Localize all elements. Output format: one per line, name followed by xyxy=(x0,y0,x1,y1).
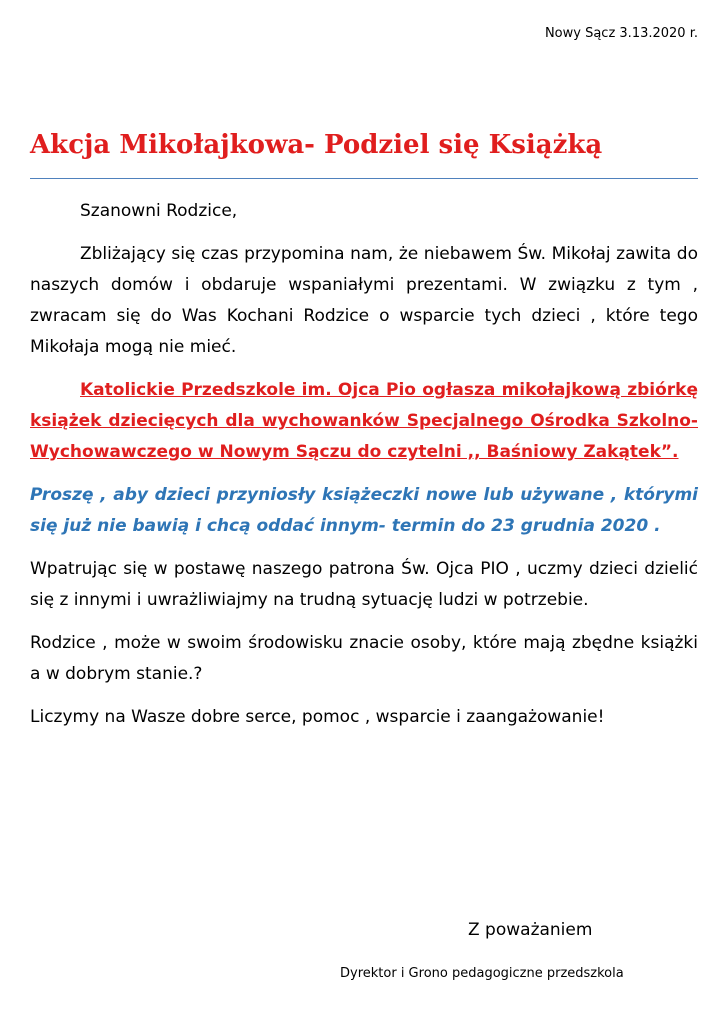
signers-line: Dyrektor i Grono pedagogiczne przedszkola xyxy=(340,966,624,981)
closing-paragraph: Liczymy na Wasze dobre serce, pomoc , wsparcie i zaangażowanie! xyxy=(30,707,605,727)
letter-body xyxy=(30,196,698,745)
request-paragraph: Proszę , aby dzieci przyniosły książeczki nowe lub używane , którymi się już nie bawią i chcą oddać innym- termin do 23 grudnia 2020 . xyxy=(30,485,698,536)
announcement-paragraph: Katolickie Przedszkole im. Ojca Pio ogłasza mikołajkową zbiórkę książek dziecięcych dla wychowanków Specjalnego Ośrodka Szkolno-Wychowawczego w Nowym Sączu do czytelni ,, Baśniowy Zakątek”. xyxy=(30,380,698,462)
intro-paragraph: Zbliżający się czas przypomina nam, że niebawem Św. Mikołaj zawita do naszych domów i obdaruje wspaniałymi prezentami. W związku z tym , zwracam się do Was Kochani Rodzice o wsparcie tych dzieci , które tego Mikołaja mogą nie mieć. xyxy=(30,244,698,357)
letter-title: Akcja Mikołajkowa- Podziel się Książką xyxy=(30,130,603,160)
greeting: Szanowni Rodzice, xyxy=(80,201,238,221)
date-line: Nowy Sącz 3.13.2020 r. xyxy=(544,26,698,41)
question-paragraph: Rodzice , może w swoim środowisku znacie osoby, które mają zbędne książki a w dobrym stanie.? xyxy=(30,633,698,684)
salutation: Z poważaniem xyxy=(468,920,593,940)
patron-paragraph: Wpatrując się w postawę naszego patrona Św. Ojca PIO , uczmy dzieci dzielić się z innymi i uwrażliwiajmy na trudną sytuację ludzi w potrzebie. xyxy=(30,559,698,610)
title-underline-divider xyxy=(30,178,698,179)
